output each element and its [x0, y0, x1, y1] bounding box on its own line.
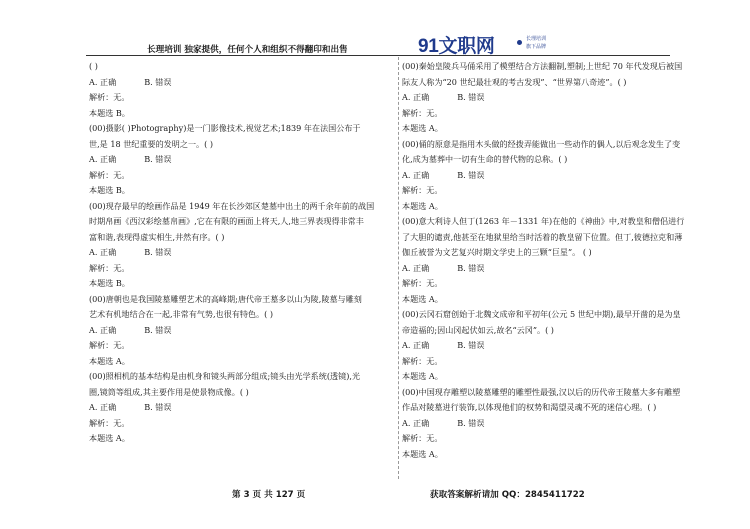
text-line: 本题选 A。	[89, 355, 130, 366]
option-label: A. 正确	[402, 340, 430, 350]
option-label: A. 正确	[89, 154, 117, 164]
text-line: 解析：无。	[89, 169, 130, 180]
option-label: A. 正确	[402, 262, 430, 273]
text-line: 本题选 B。	[89, 107, 130, 118]
text-line: (00)中国现存雕塑以陵墓雕塑的雕塑性最强,汉以后的历代帝王陵墓大多有雕塑	[402, 386, 681, 397]
text-line: 圈,镜筒等组成,其主要作用是使景物成像。( )	[89, 386, 249, 397]
header-notice: 长理培训 独家提供，任何个人和组织不得翻印和出售	[147, 45, 348, 55]
text-line: ( )	[89, 61, 98, 71]
text-line: 本题选 A。	[89, 433, 130, 443]
text-line: (00)唐朝也是我国陵墓雕塑艺术的高峰期;唐代帝王墓多以山为陵,陵墓与雕刻	[89, 293, 362, 304]
text-line: 解析：无。	[89, 92, 130, 102]
text-line: 了大胆的谴责,他甚至在地狱里给当时活着的教皇留下位置。但丁,彼德拉克和薄	[402, 231, 683, 242]
option-label: B. 错误	[144, 402, 172, 412]
logo-dot-icon	[517, 40, 522, 45]
text-line: 富和谐,表现得虚实相生,井然有序。( )	[89, 231, 225, 242]
left-column	[89, 59, 394, 447]
text-line: 解析：无。	[89, 340, 130, 350]
text-line: 解析：无。	[402, 433, 443, 443]
text-line: 帝造福的;因山冈起伏如云,故名“云冈”。( )	[402, 324, 554, 335]
text-line: (00)俑的原意是指用木头做的经拨弄能做出一些动作的偶人,以后观念发生了变	[402, 138, 681, 149]
right-column	[402, 59, 684, 462]
option-label: B. 错误	[457, 92, 485, 102]
text-line: 化,成为墓葬中一切有生命的替代物的总称。( )	[402, 154, 568, 164]
option-label: A. 正确	[89, 76, 117, 87]
text-line: 解析：无。	[402, 278, 443, 288]
text-line: 世,是 18 世纪重要的发明之一。( )	[89, 138, 214, 149]
option-label: B. 错误	[144, 324, 172, 335]
text-line: 解析：无。	[402, 107, 443, 118]
text-line: 本题选 A。	[402, 123, 443, 133]
option-label: B. 错误	[144, 76, 172, 87]
text-line: 际友人称为“20 世纪最壮观的考古发现”、“世界第八奇迹”。( )	[402, 76, 627, 87]
option-label: B. 错误	[457, 417, 485, 428]
answer-options	[402, 168, 684, 184]
option-label: B. 错误	[144, 154, 172, 164]
option-label: A. 正确	[89, 402, 117, 412]
text-line: (00)现存最早的绘画作品是 1949 年在长沙郊区楚墓中出土的两千余年前的战国	[89, 200, 375, 211]
column-divider	[398, 57, 399, 479]
option-label: A. 正确	[89, 324, 117, 335]
answer-options	[89, 245, 394, 261]
text-line: 解析：无。	[89, 417, 130, 428]
text-line: (00)云冈石窟创始于北魏文成帝和平初年(公元 5 世纪中期),最早开凿的是为皇	[402, 309, 681, 319]
answer-options	[402, 90, 684, 106]
logo-tagline: 长理培训	[526, 36, 547, 42]
answer-options	[402, 338, 684, 354]
text-line: (00)意大利诗人但丁(1263 年－1331 年)在他的《神曲》中,对教皇和僧侣进行	[402, 216, 685, 226]
text-line: 本题选 A。	[402, 293, 443, 304]
header-rule	[86, 55, 670, 56]
text-line: 本题选 A。	[402, 448, 443, 459]
option-label: B. 错误	[457, 262, 485, 273]
option-label: A. 正确	[402, 169, 430, 180]
answer-options	[89, 152, 394, 168]
text-line: (00)摄影( )Photography)是一门影像技术,视觉艺术;1839 年在法国公布于	[89, 123, 361, 133]
text-line: 解析：无。	[402, 355, 443, 366]
option-label: B. 错误	[457, 169, 485, 180]
text-line: (00)照相机的基本结构是由机身和镜头两部分组成;镜头由光学系统(透镜),光	[89, 371, 361, 381]
option-label: B. 错误	[144, 247, 172, 257]
answer-options	[402, 416, 684, 432]
answer-options	[89, 75, 394, 91]
text-line: 本题选 B。	[89, 185, 130, 195]
page-number: 第 3 页 共 127 页	[232, 490, 306, 500]
text-line: 时期帛画《西汉彩绘墓帛画》,它在有限的画面上将天,人,地三界表现得非常丰	[89, 216, 364, 226]
option-label: A. 正确	[402, 92, 430, 102]
footer-contact: 获取答案解析请加 QQ：2845411722	[430, 490, 585, 500]
text-line: (00)秦始皇陵兵马俑采用了模塑结合方法翻制,塑制;上世纪 70 年代发现后被国	[402, 61, 683, 71]
text-line: 作品对陵墓进行装饰,以体现他们的权势和渴望灵魂不死的迷信心理。( )	[402, 402, 657, 412]
logo-text: 91文职网	[418, 36, 495, 57]
text-line: 解析：无。	[402, 185, 443, 195]
text-line: 本题选 A。	[402, 200, 443, 211]
logo-tagline: 旗下品牌	[526, 44, 547, 50]
answer-options	[89, 323, 394, 339]
option-label: A. 正确	[402, 417, 430, 428]
text-line: 本题选 B。	[89, 278, 130, 288]
text-line: 伽丘被誉为文艺复兴时期文学史上的三颗“巨星”。 ( )	[402, 247, 592, 257]
text-line: 解析：无。	[89, 262, 130, 273]
answer-options	[89, 400, 394, 416]
option-label: B. 错误	[457, 340, 485, 350]
text-line: 艺术有机地结合在一起,非常有气势,也很有特色。( )	[89, 309, 274, 319]
answer-options	[402, 261, 684, 277]
text-line: 本题选 A。	[402, 371, 443, 381]
option-label: A. 正确	[89, 247, 117, 257]
